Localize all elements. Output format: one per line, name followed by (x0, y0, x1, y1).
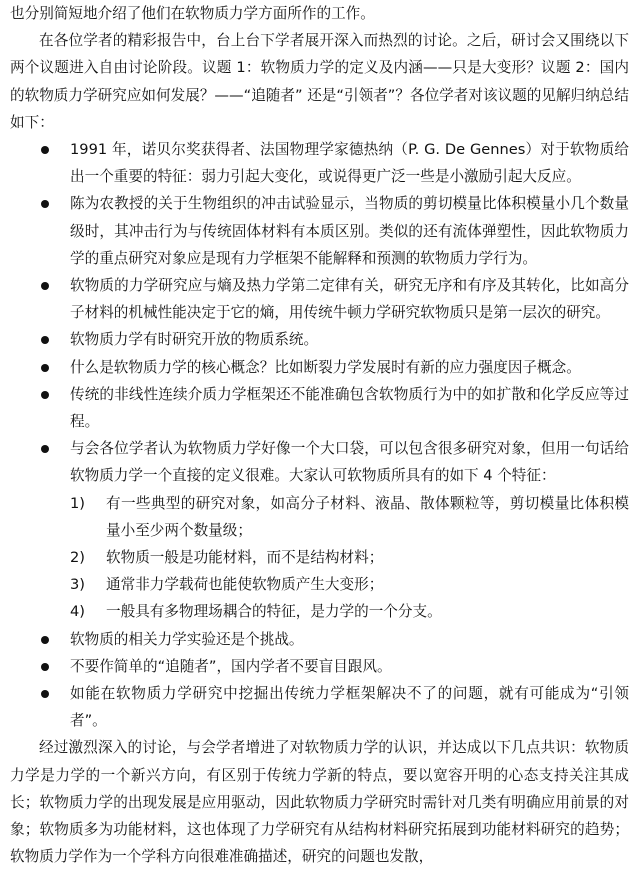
list-item-text: 软物质的相关力学实验还是个挑战。 (70, 630, 304, 648)
list-item (10, 354, 629, 381)
feature-number: 3) (70, 576, 85, 594)
list-item-text: 传统的非线性连续介质力学框架还不能准确包含软物质行为中的如扩散和化学反应等过程。 (70, 385, 629, 431)
list-item-text: 如能在软物质力学研究中挖掘出传统力学框架解决不了的问题，就有可能成为“引领者”。 (70, 685, 629, 730)
list-item-text: 不要作简单的“追随者”，国内学者不要盲目跟风。 (70, 657, 392, 675)
list-item (10, 626, 629, 653)
list-item (10, 326, 629, 353)
conclusion-paragraph: 经过激烈深入的讨论，与会学者增进了对软物质力学的认识，并达成以下几点共识：软物质力学是力学的一个新兴方向，有区别于传统力学新的特点，要以宽容开明的心态支持关注其成长；软物质力学的出现发展是应用驱动，因此软物质力学研究时需针对几类有明确应用前景的对象；软物质多为功能材料，这也体现了力学研究有从结构材料研究拓展到功能材料研究的趋势；软物质力学作为一个学科方向很难准确描述，研究的问题也发散， (10, 739, 629, 866)
feature-item (70, 544, 629, 571)
top-line: 也分别简短地介绍了他们在软物质力学方面所作的工作。 (10, 5, 375, 22)
list-item-text: 与会各位学者认为软物质力学好像一个大口袋，可以包含很多研究对象，但用一句话给软物质力学一个直接的定义很难。大家认可软物质所具有的如下 4 个特征： (70, 440, 629, 485)
feature-number: 1) (70, 494, 85, 512)
feature-item (70, 598, 629, 625)
list-item (10, 680, 629, 734)
bullet-icon (41, 445, 49, 453)
bullet-icon (41, 690, 49, 698)
list-item (10, 190, 629, 272)
list-item (10, 136, 629, 190)
list-item (10, 435, 629, 625)
list-item (10, 381, 629, 435)
list-item-text: 软物质力学有时研究开放的物质系统。 (70, 331, 319, 349)
feature-list (70, 490, 629, 626)
bullet-icon (41, 636, 49, 644)
bullet-icon (41, 282, 49, 290)
feature-item (70, 490, 629, 544)
intro-paragraph: 在各位学者的精彩报告中，台上台下学者展开深入而热烈的讨论。之后，研讨会又围绕以下两个议题进入自由讨论阶段。议题 1：软物质力学的定义及内涵——只是大变形？议题 2：国内的软物质力学研究应如何发展？——“追随者” 还是“引领者”？各位学者对该议题的见解归纳总结如下： (10, 32, 629, 131)
list-item-text: 软物质的力学研究应与熵及热力学第二定律有关，研究无序和有序及其转化，比如高分子材料的机械性能决定于它的熵，用传统牛顿力学研究软物质只是第一层次的研究。 (70, 277, 629, 322)
bullet-icon (41, 146, 49, 154)
feature-number: 4) (70, 603, 85, 621)
feature-item (70, 571, 629, 598)
feature-number: 2) (70, 549, 85, 567)
feature-text: 一般具有多物理场耦合的特征，是力学的一个分支。 (106, 603, 442, 621)
bullet-icon (41, 200, 49, 208)
bullet-icon (41, 336, 49, 344)
bullet-list (10, 136, 629, 734)
feature-text: 软物质一般是功能材料，而不是结构材料； (106, 549, 384, 567)
list-item-text: 陈为农教授的关于生物组织的冲击试验显示，当物质的剪切模量比体积模量小几个数量级时，其冲击行为与传统固体材料有本质区别。类似的还有流体弹塑性，因此软物质力学的重点研究对象应是现有力学框架不能解释和预测的软物质力学行为。 (70, 195, 629, 267)
feature-text: 有一些典型的研究对象，如高分子材料、液晶、散体颗粒等，剪切模量比体积模量小至少两个数量级； (106, 494, 629, 539)
feature-text: 通常非力学载荷也能使软物质产生大变形； (106, 576, 384, 594)
list-item-text: 1991 年，诺贝尔奖获得者、法国物理学家德热纳（P. G. De Gennes）对于软物质给出一个重要的特征：弱力引起大变化，或说得更广泛一些是小激励引起大反应。 (70, 141, 629, 186)
list-item (10, 272, 629, 326)
list-item-text: 什么是软物质力学的核心概念？比如断裂力学发展时有新的应力强度因子概念。 (70, 358, 581, 376)
bullet-icon (41, 391, 49, 399)
list-item (10, 653, 629, 680)
bullet-icon (41, 663, 49, 671)
bullet-icon (41, 364, 49, 372)
